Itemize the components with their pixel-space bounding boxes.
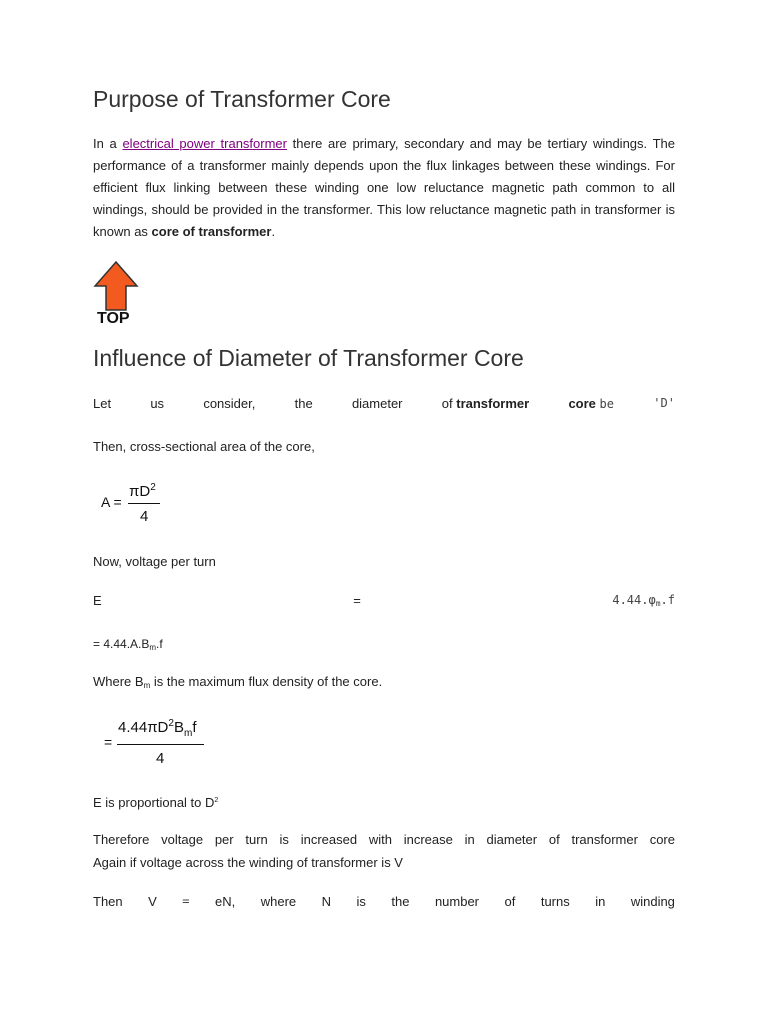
word: winding [630,894,675,909]
expr-subscript: m [655,599,661,608]
word: 'D' [653,396,675,410]
numerator-text: πD [129,483,151,500]
para-end: . [271,224,276,239]
formula-numerator [118,718,196,739]
word: of [504,894,516,909]
expr-part: 4.44.φ [612,593,656,607]
expr-part: .f [156,637,163,651]
formula-lhs: A = [101,494,122,510]
formula-denominator: 4 [140,508,149,525]
expr-part: is the maximum flux density of the core. [150,674,383,689]
word: in [595,894,606,909]
word: Then [93,894,123,909]
cross-section-text: Then, cross-sectional area of the core, [93,439,315,454]
para-middle: there are primary, secondary and may be tertiary windings. The performance of a transformer mainly depends upon the flux linkages between these windings. For efficient flux linking between these winding one low reluctance magnetic path common to all windings, should be provided in the transformer. This low reluctance magnetic path in transformer is known as [93,136,675,239]
numerator-text: 4.44πD [118,719,169,736]
word: of [441,396,453,411]
word-group [568,396,614,411]
section-heading-purpose: Purpose of Transformer Core [93,86,391,112]
word: the [294,396,313,411]
equals-sign: = [353,593,361,608]
word: turns [540,894,570,909]
word: V [148,894,157,909]
para-prefix: In a [93,136,117,151]
emf-expression [612,593,675,608]
justified-line-then [93,894,675,909]
up-arrow-icon [93,260,139,312]
numerator-exponent: 2 [150,482,156,493]
voltage-per-turn-text: Now, voltage per turn [93,554,216,569]
word-group [442,396,529,411]
emf-symbol: E [93,593,102,608]
winding-voltage-statement: Again if voltage across the winding of transformer is V [93,855,403,870]
bold-word: core [568,396,596,411]
top-label: TOP [97,310,130,327]
word: number [434,894,480,909]
proportional-statement [93,795,218,810]
bold-word: transformer [456,396,530,411]
numerator-exponent: 2 [168,718,174,729]
formula-numerator [129,482,156,500]
word: N [321,894,332,909]
section-heading-influence: Influence of Diameter of Transformer Core [93,345,524,371]
electrical-power-transformer-link[interactable]: electrical power transformer [122,136,287,151]
justified-line-consider [93,396,675,411]
word: the [391,894,410,909]
word: eN, [215,894,236,909]
fraction-bar [117,744,204,745]
numerator-subscript: m [183,728,193,739]
flux-density-definition [93,674,382,690]
word: us [150,396,165,411]
fraction-bar [128,503,160,504]
numerator-text: f [192,719,197,736]
purpose-paragraph [93,133,675,243]
numerator-text: B [173,719,184,736]
formula-denominator: 4 [156,750,165,767]
expr-superscript: 2 [214,797,219,804]
core-of-transformer-bold: core of transformer [151,224,272,239]
emf-area-equation [93,637,163,652]
word: be [599,397,614,411]
expr-subscript: m [149,643,157,652]
expr-subscript: m [143,681,151,690]
expr-part: E is proportional to D [93,795,215,810]
word: = [182,894,190,908]
emf-equation-line [93,593,675,608]
word: is [356,894,366,909]
word: Let [93,396,112,411]
expr-part: Where B [93,674,144,689]
expr-part: .f [660,593,675,607]
word: where [260,894,297,909]
word: consider, [203,396,256,411]
word: diameter [351,396,403,411]
top-button[interactable] [93,260,139,328]
expr-part: = 4.44.A.B [93,637,150,651]
voltage-increase-statement: Therefore voltage per turn is increased with increase in diameter of transformer core [93,832,675,847]
formula-lhs: = [104,734,113,750]
